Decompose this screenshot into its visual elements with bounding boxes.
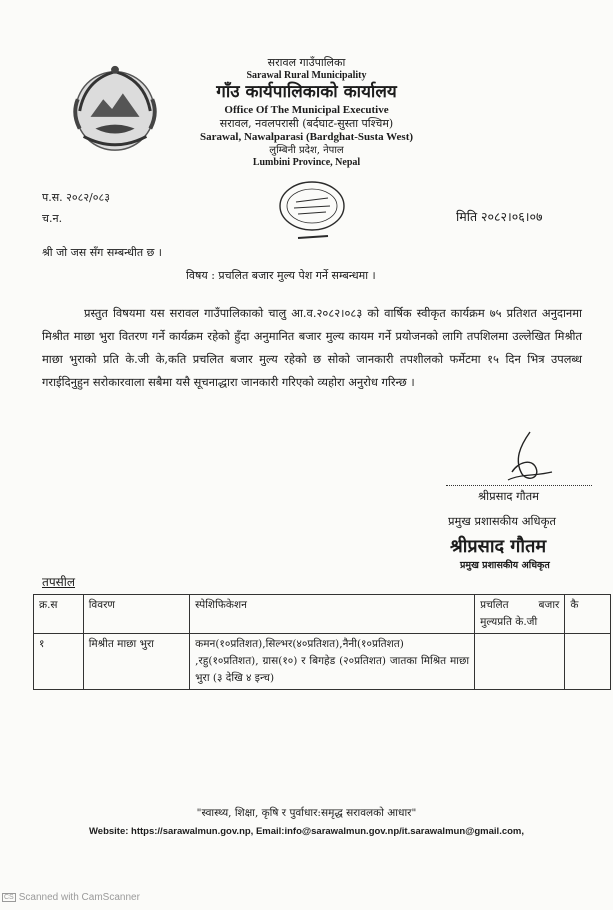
office-name-en: Office Of The Municipal Executive — [224, 103, 389, 116]
dispatch-stamp — [268, 176, 356, 248]
header-item: विवरण — [83, 595, 189, 634]
subject: विषय : प्रचलित बजार मुल्य पेश गर्ने सम्बन्धमा । — [186, 269, 376, 282]
letter-date: मिति २०८२।०६।०७ — [456, 209, 543, 224]
header-remarks: कै — [565, 595, 611, 634]
municipality-name-np: सरावल गाउँपालिका — [267, 56, 346, 69]
reference-number: प.स. २०८२/०८३ — [42, 191, 110, 204]
letter-body: प्रस्तुत विषयमा यस सरावल गाउँपालिकाको चालु आ.व.२०८२।०८३ को वार्षिक स्वीकृत कार्यक्रम ७५ प्रतिशत अनुदानमा मिश्रीत माछा भुरा वितरण गर्ने कार्यक्रम रहेको हुँदा अनुमानित बजार मुल्य कायम गर्ने प्रयोजनको लागि तपशिलमा उल्लेखित मिश्रीत माछा भुराको प्रति के.जी के,कति प्रचलित बजार मुल्य रहेको छ सोको जानकारी तपशीलको फर्मेटमा १५ दिन भित्र उपलब्ध गराईदिनुहुन सरोकारवाला सबैमा यसै सूचनाद्धारा जानकारी गरिएको व्यहोरा अनुरोध गरिन्छ । — [42, 306, 582, 389]
header-price: प्रचलित बजार मुल्यप्रति के.जी — [475, 595, 565, 634]
scanner-watermark — [2, 892, 140, 903]
camscanner-logo: CS — [4, 894, 14, 901]
signatory-stamp-title: प्रमुख प्रशासकीय अधिकृत — [460, 560, 550, 571]
dispatch-number: च.न. — [42, 212, 63, 225]
signature-line — [446, 485, 592, 486]
province-en: Lumbini Province, Nepal — [252, 157, 361, 169]
signatory-name: श्रीप्रसाद गौतम — [478, 489, 540, 503]
table-header-row — [34, 595, 611, 634]
signatory-stamp-name: श्रीप्रसाद गौतम — [450, 536, 547, 557]
address-en: Sarawal, Nawalparasi (Bardghat-Susta West) — [199, 131, 414, 143]
province-np: लुम्बिनी प्रदेश, नेपाल — [269, 144, 344, 156]
cell-remarks — [565, 634, 611, 690]
footer-website: Website: https://sarawalmun.gov.np, Email:info@sarawalmun.gov.np/it.sarawalmun@gmail.com, — [88, 826, 525, 837]
letterhead — [0, 56, 613, 170]
municipality-name-en: Sarawal Rural Municipality — [246, 69, 367, 81]
footer-slogan: "स्वास्थ्य, शिक्षा, कृषि र पुर्वाधार:समृद्ध सरावलको आधार" — [196, 807, 417, 819]
cell-price — [475, 634, 565, 690]
header-sn: क्र.स — [34, 595, 84, 634]
handwritten-signature — [500, 428, 560, 486]
camscanner-text: Scanned with CamScanner — [18, 892, 140, 903]
office-name-np: गाँउ कार्यपालिकाको कार्यालय — [216, 82, 397, 103]
addressee: श्री जो जस सँग सम्बन्धीत छ । — [42, 246, 162, 259]
address-np: सरावल, नवलपरासी (बर्दघाट-सुस्ता पश्चिम) — [219, 117, 394, 131]
cell-spec: कमन(१०प्रतिशत),सिल्भर(४०प्रतिशत),नैनी(१०प्रतिशत) ,रहु(१०प्रतिशत), ग्रास(१०) र बिगहेड (२०प्रतिशत) जातका मिश्रित माछा भुरा (३ देखि ४ इन्च) — [190, 634, 475, 690]
detail-table — [33, 594, 611, 690]
header-spec: स्पेशिफिकेशन — [190, 595, 475, 634]
cell-sn: १ — [34, 634, 84, 690]
signatory-title: प्रमुख प्रशासकीय अधिकृत — [448, 514, 556, 528]
table-caption: तपसील — [42, 575, 76, 589]
table-row — [34, 634, 611, 690]
cell-item: मिश्रीत माछा भुरा — [83, 634, 189, 690]
